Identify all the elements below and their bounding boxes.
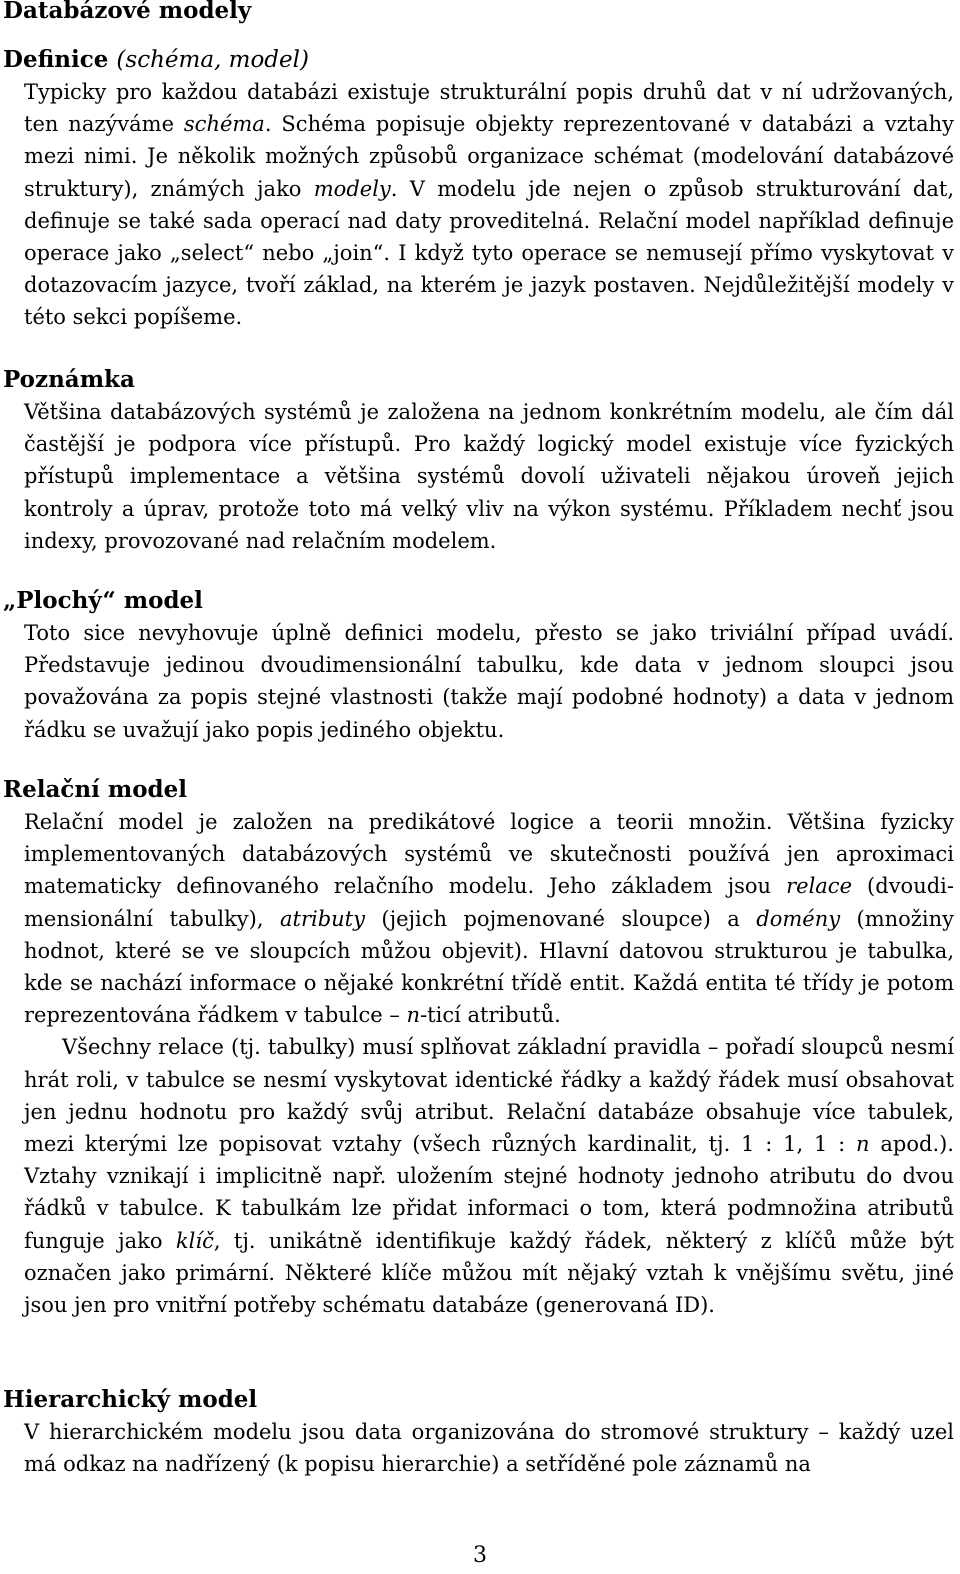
- section-heading-definice: [3, 44, 309, 76]
- text-run: Všechny relace (tj. tabulky) musí splňovat základní pravidla – pořadí sloupců nesmí hrát roli, v tabulce se nesmí vyskytovat identické řádky a každý řádek musí obsahovat jen jednu hodnotu pro každý svůj atribut. Relační databáze obsahuje více tabulek, mezi kterými lze popisovat vztahy (všech různých kardinalit, tj. 1 : 1, 1 :: [24, 1035, 954, 1157]
- section-heading-text: Poznámka: [3, 366, 135, 393]
- text-run: Typicky pro každou databázi existuje strukturální popis druhů dat v ní udržovaných, ten nazýváme: [24, 80, 954, 137]
- italic-term: atributy: [279, 906, 365, 931]
- section-heading-text: Relační model: [3, 776, 187, 803]
- paragraph: [24, 806, 954, 1031]
- paragraph: [24, 396, 954, 557]
- page-number: 3: [473, 1543, 487, 1568]
- section-heading-text: „Plochý“ model: [3, 587, 203, 614]
- section-heading-subtitle: (schéma, model): [116, 47, 309, 73]
- text-run: Toto sice nevyhovuje úplně definici modelu, přesto se jako triviální případ uvádí. Představuje jedinou dvoudimensionální tabulku, kde data v jednom sloupci jsou považována za popis stejné vlastnosti (takže mají podobné hodnoty) a data v jednom řádku se uvažují jako popis jediného objektu.: [24, 621, 954, 742]
- section-body-relacni-model: [24, 806, 954, 1321]
- text-run: V hierarchickém modelu jsou data organizována do stromové struktury – každý uzel má odkaz na nadřízený (k popisu hierarchie) a setříděné pole záznamů na: [24, 1420, 954, 1477]
- italic-term: n: [856, 1132, 870, 1157]
- section-body-plochy-model: [24, 617, 954, 746]
- section-heading-text: Hierarchický model: [3, 1386, 258, 1413]
- section-heading-poznamka: [3, 364, 135, 396]
- section-body-poznamka: [24, 396, 954, 557]
- text-run: -ticí atributů.: [420, 1003, 561, 1028]
- section-heading-plochy-model: [3, 585, 203, 617]
- text-run: (jejich pojmenované sloupce) a: [364, 906, 757, 931]
- paragraph: [24, 1416, 954, 1480]
- italic-term: schéma: [183, 112, 265, 137]
- paragraph: [24, 1031, 954, 1321]
- text-run: Většina databázových systémů je založena na jednom konkrétním modelu, ale čím dál častější je podpora více přístupů. Pro každý logický model existuje více fyzických přístupů implementace a většina systémů dovolí uživateli nějakou úroveň jejich kontroly a úprav, protože toto má velký vliv na výkon systému. Příkladem nechť jsou indexy, provozované nad relačním modelem.: [24, 400, 954, 553]
- section-heading-text: Definice: [3, 46, 109, 73]
- italic-term: klíč: [175, 1228, 214, 1253]
- text-run: apod.). Vztahy vznikají i implicitně např. uložením stejné hodnoty jednoho atributu do dvou řádků v tabulce. K tabulkám lze přidat informaci o tom, která podmnožina atributů funguje jako: [24, 1132, 954, 1253]
- page-title: Databázové modely: [3, 0, 252, 24]
- section-body-definice: [24, 76, 954, 334]
- italic-term: modely: [313, 176, 391, 201]
- italic-term: n: [406, 1003, 421, 1028]
- text-run: Relační model je založen na predikátové logice a teorii množin. Většina fyzicky implementovaných databázových systémů ve skutečnosti používá jen aproximaci matematicky definovaného relačního modelu. Jeho základem jsou: [24, 810, 954, 899]
- text-run: (množiny hodnot, které se ve sloupcích můžou objevit). Hlavní datovou strukturou je tabulka, kde se nachází informace o nějaké konkrétní třídě entit. Každá entita té třídy je potom reprezentována řádkem v tabulce –: [24, 906, 954, 1028]
- text-run: . Schéma popisuje objekty reprezentované v databázi a vztahy mezi nimi. Je několik možných způsobů organizace schémat (modelování databázové struktury), známých jako: [24, 112, 954, 201]
- section-heading-hierarchicky-model: [3, 1384, 257, 1416]
- section-heading-relacni-model: [3, 774, 187, 806]
- italic-term: domény: [756, 906, 841, 931]
- section-body-hierarchicky-model: [24, 1416, 954, 1480]
- text-run: , tj. unikátně identifikuje každý řádek, některý z klíčů může být označen jako primární. Některé klíče můžou mít nějaký vztah k vnějšímu světu, jiné jsou jen pro vnitřní potřeby schématu databáze (generovaná ID).: [24, 1228, 954, 1318]
- paragraph: [24, 76, 954, 334]
- italic-term: relace: [786, 874, 853, 899]
- text-run: (dvoudimensionální tabulky),: [24, 874, 954, 931]
- paragraph: [24, 617, 954, 746]
- text-run: . V modelu jde nejen o způsob strukturování dat, definuje se také sada operací nad daty proveditelná. Relační model například definuje operace jako „select“ nebo „join“. I když tyto operace se nemusejí přímo vyskytovat v dotazovacím jazyce, tvoří základ, na kterém je jazyk postaven. Nejdůležitější modely v této sekci popíšeme.: [24, 176, 954, 330]
